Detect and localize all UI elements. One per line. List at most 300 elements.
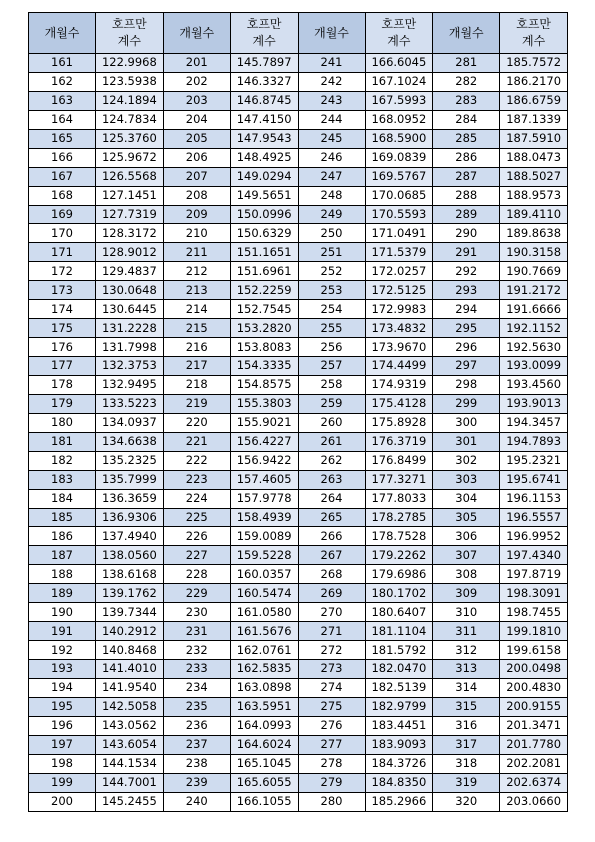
month-cell: 284 bbox=[433, 110, 500, 129]
coefficient-cell: 153.2820 bbox=[230, 319, 298, 338]
coefficient-cell: 153.8083 bbox=[230, 338, 298, 357]
coefficient-cell: 139.1762 bbox=[96, 584, 164, 603]
coefficient-cell: 169.5767 bbox=[365, 167, 433, 186]
month-cell: 320 bbox=[433, 792, 500, 811]
month-cell: 180 bbox=[29, 413, 96, 432]
coefficient-cell: 152.2259 bbox=[230, 281, 298, 300]
coefficient-cell: 180.6407 bbox=[365, 603, 433, 622]
month-cell: 318 bbox=[433, 754, 500, 773]
table-row bbox=[29, 489, 568, 508]
coefficient-cell: 142.5058 bbox=[96, 697, 164, 716]
month-cell: 172 bbox=[29, 262, 96, 281]
coefficient-cell: 143.6054 bbox=[96, 735, 164, 754]
month-cell: 193 bbox=[29, 660, 96, 679]
month-cell: 222 bbox=[163, 451, 230, 470]
month-cell: 298 bbox=[433, 375, 500, 394]
coefficient-cell: 151.1651 bbox=[230, 243, 298, 262]
coefficient-cell: 149.0294 bbox=[230, 167, 298, 186]
coefficient-header-line2: 계수 bbox=[117, 34, 141, 48]
coefficient-cell: 173.4832 bbox=[365, 319, 433, 338]
coefficient-cell: 196.5557 bbox=[500, 508, 568, 527]
coefficient-cell: 162.0761 bbox=[230, 641, 298, 660]
month-cell: 165 bbox=[29, 129, 96, 148]
coefficient-cell: 201.7780 bbox=[500, 735, 568, 754]
coefficient-cell: 179.2262 bbox=[365, 546, 433, 565]
table-row bbox=[29, 205, 568, 224]
coefficient-cell: 160.0357 bbox=[230, 565, 298, 584]
month-cell: 234 bbox=[163, 678, 230, 697]
month-cell: 210 bbox=[163, 224, 230, 243]
month-cell: 177 bbox=[29, 357, 96, 376]
coefficient-cell: 182.9799 bbox=[365, 697, 433, 716]
table-body bbox=[29, 54, 568, 812]
table-row bbox=[29, 773, 568, 792]
coefficient-cell: 159.0089 bbox=[230, 527, 298, 546]
coefficient-cell: 187.1339 bbox=[500, 110, 568, 129]
month-cell: 173 bbox=[29, 281, 96, 300]
month-cell: 178 bbox=[29, 375, 96, 394]
coefficient-cell: 129.4837 bbox=[96, 262, 164, 281]
coefficient-cell: 166.1055 bbox=[230, 792, 298, 811]
month-cell: 196 bbox=[29, 716, 96, 735]
coefficient-cell: 144.7001 bbox=[96, 773, 164, 792]
coefficient-cell: 199.1810 bbox=[500, 622, 568, 641]
month-cell: 235 bbox=[163, 697, 230, 716]
month-cell: 271 bbox=[298, 622, 365, 641]
month-cell: 272 bbox=[298, 641, 365, 660]
coefficient-cell: 133.5223 bbox=[96, 394, 164, 413]
coefficient-cell: 165.6055 bbox=[230, 773, 298, 792]
coefficient-cell: 124.1894 bbox=[96, 91, 164, 110]
coefficient-cell: 201.3471 bbox=[500, 716, 568, 735]
table-row bbox=[29, 394, 568, 413]
month-cell: 199 bbox=[29, 773, 96, 792]
month-cell: 263 bbox=[298, 470, 365, 489]
coefficient-cell: 197.8719 bbox=[500, 565, 568, 584]
table-row bbox=[29, 641, 568, 660]
coefficient-cell: 148.4925 bbox=[230, 148, 298, 167]
month-cell: 186 bbox=[29, 527, 96, 546]
month-cell: 225 bbox=[163, 508, 230, 527]
table-row bbox=[29, 262, 568, 281]
coefficient-cell: 167.5993 bbox=[365, 91, 433, 110]
month-cell: 314 bbox=[433, 678, 500, 697]
coefficient-cell: 199.6158 bbox=[500, 641, 568, 660]
coefficient-header-line1: 호프만 bbox=[516, 17, 552, 31]
month-cell: 198 bbox=[29, 754, 96, 773]
month-cell: 176 bbox=[29, 338, 96, 357]
table-row bbox=[29, 54, 568, 73]
months-column-header: 개월수 bbox=[29, 13, 96, 54]
month-cell: 163 bbox=[29, 91, 96, 110]
coefficient-cell: 178.2785 bbox=[365, 508, 433, 527]
table-row bbox=[29, 584, 568, 603]
month-cell: 200 bbox=[29, 792, 96, 811]
month-cell: 274 bbox=[298, 678, 365, 697]
month-cell: 238 bbox=[163, 754, 230, 773]
month-cell: 161 bbox=[29, 54, 96, 73]
coefficient-cell: 159.5228 bbox=[230, 546, 298, 565]
table-row bbox=[29, 603, 568, 622]
coefficient-cell: 157.4605 bbox=[230, 470, 298, 489]
month-cell: 240 bbox=[163, 792, 230, 811]
coefficient-cell: 189.8638 bbox=[500, 224, 568, 243]
month-cell: 187 bbox=[29, 546, 96, 565]
month-cell: 301 bbox=[433, 432, 500, 451]
months-column-header: 개월수 bbox=[433, 13, 500, 54]
coefficient-cell: 171.5379 bbox=[365, 243, 433, 262]
table-row bbox=[29, 319, 568, 338]
month-cell: 205 bbox=[163, 129, 230, 148]
coefficient-cell: 174.4499 bbox=[365, 357, 433, 376]
coefficient-cell: 163.0898 bbox=[230, 678, 298, 697]
month-cell: 252 bbox=[298, 262, 365, 281]
coefficient-cell: 140.2912 bbox=[96, 622, 164, 641]
coefficient-cell: 203.0660 bbox=[500, 792, 568, 811]
month-cell: 206 bbox=[163, 148, 230, 167]
month-cell: 253 bbox=[298, 281, 365, 300]
coefficient-cell: 194.7893 bbox=[500, 432, 568, 451]
coefficient-cell: 173.9670 bbox=[365, 338, 433, 357]
table-row bbox=[29, 375, 568, 394]
table-row bbox=[29, 338, 568, 357]
coefficient-cell: 168.0952 bbox=[365, 110, 433, 129]
coefficient-cell: 177.8033 bbox=[365, 489, 433, 508]
month-cell: 262 bbox=[298, 451, 365, 470]
month-cell: 162 bbox=[29, 72, 96, 91]
month-cell: 292 bbox=[433, 262, 500, 281]
month-cell: 299 bbox=[433, 394, 500, 413]
month-cell: 305 bbox=[433, 508, 500, 527]
coefficient-cell: 180.1702 bbox=[365, 584, 433, 603]
month-cell: 288 bbox=[433, 186, 500, 205]
month-cell: 287 bbox=[433, 167, 500, 186]
month-cell: 208 bbox=[163, 186, 230, 205]
table-row bbox=[29, 527, 568, 546]
coefficient-cell: 143.0562 bbox=[96, 716, 164, 735]
table-row bbox=[29, 281, 568, 300]
coefficient-cell: 171.0491 bbox=[365, 224, 433, 243]
month-cell: 203 bbox=[163, 91, 230, 110]
table-row bbox=[29, 432, 568, 451]
coefficient-cell: 150.0996 bbox=[230, 205, 298, 224]
month-cell: 224 bbox=[163, 489, 230, 508]
coefficient-cell: 195.6741 bbox=[500, 470, 568, 489]
table-row bbox=[29, 660, 568, 679]
month-cell: 231 bbox=[163, 622, 230, 641]
month-cell: 254 bbox=[298, 300, 365, 319]
coefficient-cell: 141.9540 bbox=[96, 678, 164, 697]
coefficient-cell: 130.6445 bbox=[96, 300, 164, 319]
table-row bbox=[29, 565, 568, 584]
coefficient-cell: 185.2966 bbox=[365, 792, 433, 811]
table-row bbox=[29, 148, 568, 167]
coefficient-cell: 161.0580 bbox=[230, 603, 298, 622]
month-cell: 189 bbox=[29, 584, 96, 603]
coefficient-cell: 127.7319 bbox=[96, 205, 164, 224]
month-cell: 286 bbox=[433, 148, 500, 167]
coefficient-column-header bbox=[500, 13, 568, 54]
month-cell: 281 bbox=[433, 54, 500, 73]
coefficient-cell: 128.3172 bbox=[96, 224, 164, 243]
month-cell: 229 bbox=[163, 584, 230, 603]
coefficient-cell: 182.5139 bbox=[365, 678, 433, 697]
month-cell: 217 bbox=[163, 357, 230, 376]
month-cell: 227 bbox=[163, 546, 230, 565]
month-cell: 202 bbox=[163, 72, 230, 91]
month-cell: 221 bbox=[163, 432, 230, 451]
month-cell: 295 bbox=[433, 319, 500, 338]
coefficient-cell: 189.4110 bbox=[500, 205, 568, 224]
month-cell: 247 bbox=[298, 167, 365, 186]
month-cell: 306 bbox=[433, 527, 500, 546]
month-cell: 181 bbox=[29, 432, 96, 451]
coefficient-cell: 140.8468 bbox=[96, 641, 164, 660]
coefficient-cell: 196.9952 bbox=[500, 527, 568, 546]
coefficient-cell: 146.3327 bbox=[230, 72, 298, 91]
coefficient-cell: 175.8928 bbox=[365, 413, 433, 432]
coefficient-cell: 168.5900 bbox=[365, 129, 433, 148]
month-cell: 280 bbox=[298, 792, 365, 811]
coefficient-header-line2: 계수 bbox=[387, 34, 411, 48]
month-cell: 195 bbox=[29, 697, 96, 716]
table-row bbox=[29, 243, 568, 262]
coefficient-cell: 131.2228 bbox=[96, 319, 164, 338]
table-row bbox=[29, 470, 568, 489]
month-cell: 233 bbox=[163, 660, 230, 679]
coefficient-cell: 163.5951 bbox=[230, 697, 298, 716]
coefficient-cell: 141.4010 bbox=[96, 660, 164, 679]
month-cell: 319 bbox=[433, 773, 500, 792]
month-cell: 307 bbox=[433, 546, 500, 565]
month-cell: 167 bbox=[29, 167, 96, 186]
month-cell: 204 bbox=[163, 110, 230, 129]
coefficient-cell: 191.2172 bbox=[500, 281, 568, 300]
coefficient-cell: 124.7834 bbox=[96, 110, 164, 129]
coefficient-cell: 188.5027 bbox=[500, 167, 568, 186]
month-cell: 179 bbox=[29, 394, 96, 413]
month-cell: 291 bbox=[433, 243, 500, 262]
coefficient-cell: 166.6045 bbox=[365, 54, 433, 73]
month-cell: 191 bbox=[29, 622, 96, 641]
month-cell: 278 bbox=[298, 754, 365, 773]
month-cell: 259 bbox=[298, 394, 365, 413]
month-cell: 170 bbox=[29, 224, 96, 243]
month-cell: 269 bbox=[298, 584, 365, 603]
month-cell: 188 bbox=[29, 565, 96, 584]
coefficient-cell: 181.1104 bbox=[365, 622, 433, 641]
coefficient-cell: 172.9983 bbox=[365, 300, 433, 319]
month-cell: 266 bbox=[298, 527, 365, 546]
month-cell: 251 bbox=[298, 243, 365, 262]
coefficient-column-header bbox=[96, 13, 164, 54]
month-cell: 313 bbox=[433, 660, 500, 679]
month-cell: 255 bbox=[298, 319, 365, 338]
month-cell: 312 bbox=[433, 641, 500, 660]
coefficient-cell: 200.9155 bbox=[500, 697, 568, 716]
month-cell: 212 bbox=[163, 262, 230, 281]
table-row bbox=[29, 72, 568, 91]
month-cell: 185 bbox=[29, 508, 96, 527]
month-cell: 297 bbox=[433, 357, 500, 376]
coefficient-cell: 193.4560 bbox=[500, 375, 568, 394]
month-cell: 249 bbox=[298, 205, 365, 224]
coefficient-cell: 183.4451 bbox=[365, 716, 433, 735]
month-cell: 194 bbox=[29, 678, 96, 697]
coefficient-cell: 138.6168 bbox=[96, 565, 164, 584]
month-cell: 171 bbox=[29, 243, 96, 262]
coefficient-cell: 146.8745 bbox=[230, 91, 298, 110]
coefficient-cell: 182.0470 bbox=[365, 660, 433, 679]
coefficient-cell: 200.0498 bbox=[500, 660, 568, 679]
coefficient-cell: 184.3726 bbox=[365, 754, 433, 773]
coefficient-cell: 131.7998 bbox=[96, 338, 164, 357]
coefficient-cell: 187.5910 bbox=[500, 129, 568, 148]
coefficient-cell: 136.9306 bbox=[96, 508, 164, 527]
coefficient-cell: 156.4227 bbox=[230, 432, 298, 451]
month-cell: 244 bbox=[298, 110, 365, 129]
coefficient-cell: 191.6666 bbox=[500, 300, 568, 319]
coefficient-cell: 128.9012 bbox=[96, 243, 164, 262]
coefficient-cell: 125.3760 bbox=[96, 129, 164, 148]
table-row bbox=[29, 622, 568, 641]
table-row bbox=[29, 451, 568, 470]
month-cell: 257 bbox=[298, 357, 365, 376]
month-cell: 270 bbox=[298, 603, 365, 622]
month-cell: 197 bbox=[29, 735, 96, 754]
table-row bbox=[29, 413, 568, 432]
month-cell: 279 bbox=[298, 773, 365, 792]
coefficient-cell: 174.9319 bbox=[365, 375, 433, 394]
coefficient-cell: 151.6961 bbox=[230, 262, 298, 281]
month-cell: 283 bbox=[433, 91, 500, 110]
coefficient-cell: 197.4340 bbox=[500, 546, 568, 565]
month-cell: 285 bbox=[433, 129, 500, 148]
month-cell: 226 bbox=[163, 527, 230, 546]
month-cell: 209 bbox=[163, 205, 230, 224]
coefficient-cell: 154.8575 bbox=[230, 375, 298, 394]
month-cell: 174 bbox=[29, 300, 96, 319]
coefficient-cell: 126.5568 bbox=[96, 167, 164, 186]
month-cell: 241 bbox=[298, 54, 365, 73]
month-cell: 303 bbox=[433, 470, 500, 489]
month-cell: 282 bbox=[433, 72, 500, 91]
month-cell: 236 bbox=[163, 716, 230, 735]
month-cell: 215 bbox=[163, 319, 230, 338]
coefficient-cell: 186.6759 bbox=[500, 91, 568, 110]
coefficient-cell: 164.6024 bbox=[230, 735, 298, 754]
coefficient-cell: 155.3803 bbox=[230, 394, 298, 413]
coefficient-cell: 136.3659 bbox=[96, 489, 164, 508]
month-cell: 267 bbox=[298, 546, 365, 565]
table-header-row bbox=[29, 13, 568, 54]
month-cell: 213 bbox=[163, 281, 230, 300]
table-row bbox=[29, 546, 568, 565]
coefficient-cell: 123.5938 bbox=[96, 72, 164, 91]
month-cell: 311 bbox=[433, 622, 500, 641]
coefficient-cell: 183.9093 bbox=[365, 735, 433, 754]
table-row bbox=[29, 678, 568, 697]
coefficient-cell: 134.6638 bbox=[96, 432, 164, 451]
coefficient-cell: 186.2170 bbox=[500, 72, 568, 91]
table-row bbox=[29, 792, 568, 811]
month-cell: 260 bbox=[298, 413, 365, 432]
coefficient-cell: 169.0839 bbox=[365, 148, 433, 167]
month-cell: 264 bbox=[298, 489, 365, 508]
month-cell: 256 bbox=[298, 338, 365, 357]
coefficient-cell: 167.1024 bbox=[365, 72, 433, 91]
coefficient-cell: 202.2081 bbox=[500, 754, 568, 773]
coefficient-cell: 125.9672 bbox=[96, 148, 164, 167]
month-cell: 228 bbox=[163, 565, 230, 584]
table-row bbox=[29, 357, 568, 376]
month-cell: 317 bbox=[433, 735, 500, 754]
coefficient-cell: 145.7897 bbox=[230, 54, 298, 73]
coefficient-cell: 184.8350 bbox=[365, 773, 433, 792]
month-cell: 169 bbox=[29, 205, 96, 224]
month-cell: 218 bbox=[163, 375, 230, 394]
months-column-header: 개월수 bbox=[163, 13, 230, 54]
coefficient-cell: 137.4940 bbox=[96, 527, 164, 546]
month-cell: 223 bbox=[163, 470, 230, 489]
table-row bbox=[29, 167, 568, 186]
month-cell: 293 bbox=[433, 281, 500, 300]
coefficient-cell: 132.9495 bbox=[96, 375, 164, 394]
month-cell: 183 bbox=[29, 470, 96, 489]
coefficient-cell: 181.5792 bbox=[365, 641, 433, 660]
coefficient-header-line2: 계수 bbox=[252, 34, 276, 48]
month-cell: 304 bbox=[433, 489, 500, 508]
month-cell: 245 bbox=[298, 129, 365, 148]
month-cell: 309 bbox=[433, 584, 500, 603]
table-row bbox=[29, 300, 568, 319]
table-row bbox=[29, 508, 568, 527]
coefficient-cell: 160.5474 bbox=[230, 584, 298, 603]
coefficient-cell: 157.9778 bbox=[230, 489, 298, 508]
coefficient-cell: 190.7669 bbox=[500, 262, 568, 281]
month-cell: 211 bbox=[163, 243, 230, 262]
coefficient-cell: 177.3271 bbox=[365, 470, 433, 489]
coefficient-cell: 176.3719 bbox=[365, 432, 433, 451]
table-row bbox=[29, 224, 568, 243]
coefficient-cell: 158.4939 bbox=[230, 508, 298, 527]
coefficient-cell: 144.1534 bbox=[96, 754, 164, 773]
month-cell: 164 bbox=[29, 110, 96, 129]
coefficient-cell: 161.5676 bbox=[230, 622, 298, 641]
coefficient-cell: 154.3335 bbox=[230, 357, 298, 376]
coefficient-cell: 170.5593 bbox=[365, 205, 433, 224]
month-cell: 248 bbox=[298, 186, 365, 205]
coefficient-cell: 175.4128 bbox=[365, 394, 433, 413]
month-cell: 184 bbox=[29, 489, 96, 508]
coefficient-cell: 138.0560 bbox=[96, 546, 164, 565]
coefficient-header-line2: 계수 bbox=[522, 34, 546, 48]
coefficient-cell: 192.1152 bbox=[500, 319, 568, 338]
month-cell: 310 bbox=[433, 603, 500, 622]
coefficient-cell: 198.3091 bbox=[500, 584, 568, 603]
month-cell: 273 bbox=[298, 660, 365, 679]
coefficient-cell: 198.7455 bbox=[500, 603, 568, 622]
coefficient-cell: 195.2321 bbox=[500, 451, 568, 470]
coefficient-cell: 193.9013 bbox=[500, 394, 568, 413]
coefficient-cell: 130.0648 bbox=[96, 281, 164, 300]
coefficient-cell: 122.9968 bbox=[96, 54, 164, 73]
coefficient-cell: 178.7528 bbox=[365, 527, 433, 546]
month-cell: 237 bbox=[163, 735, 230, 754]
coefficient-cell: 132.3753 bbox=[96, 357, 164, 376]
coefficient-cell: 152.7545 bbox=[230, 300, 298, 319]
month-cell: 300 bbox=[433, 413, 500, 432]
